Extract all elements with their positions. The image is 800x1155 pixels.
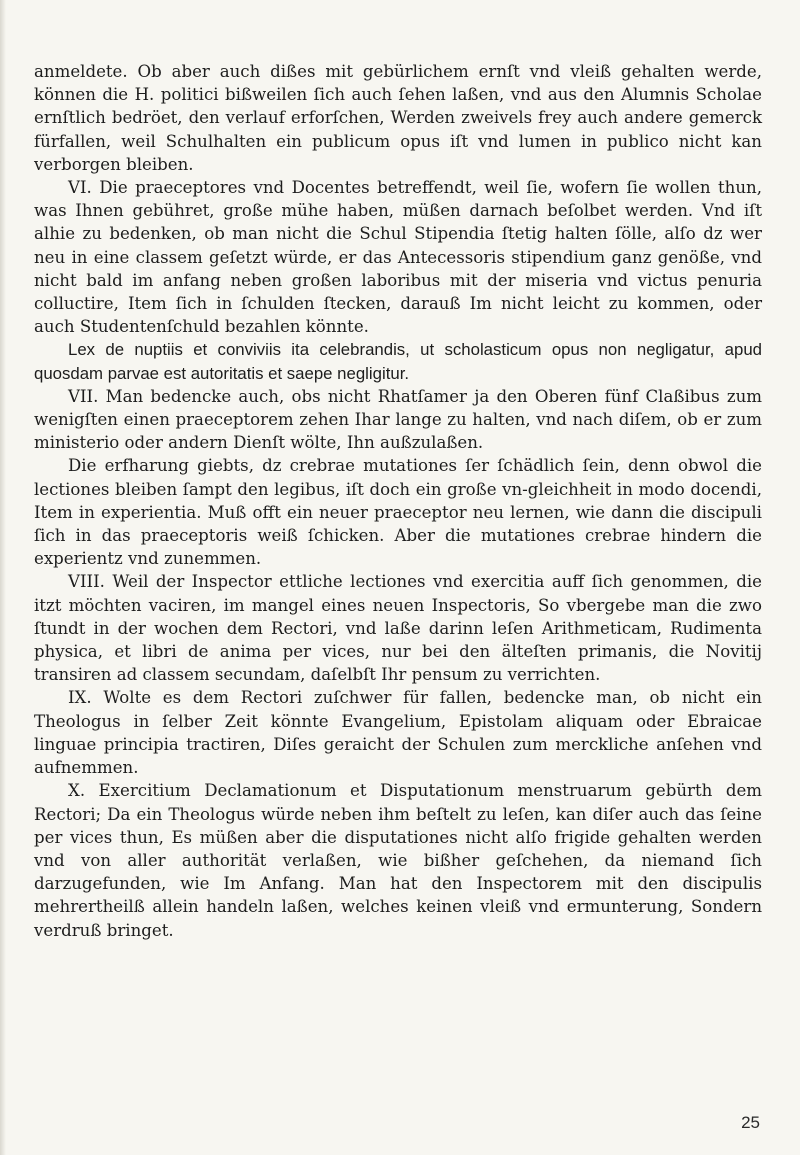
paragraph-ix: IX. Wolte es dem Rectori zuſchwer für fallen, bedencke man, ob nicht ein Theologus in ſelber Zeit könnte Evangelium, Epistolam aliquam oder Ebraicae linguae principia tractiren, Diſes geraicht der Schulen zum merckliche anſehen vnd aufnemmen. (34, 688, 762, 778)
paragraph-vii: VII. Man bedencke auch, obs nicht Rhatſamer ja den Oberen fünf Claßibus zum wenigſten einen praeceptorem zehen Ihar lange zu halten, vnd nach diſem, ob er zum ministerio oder andern Dienſt wölte, Ihn außzulaßen. (34, 386, 762, 453)
paragraph-lex: Lex de nuptiis et conviviis ita celebrandis, ut scholasticum opus non negligatur, apud quosdam parvae est autoritatis et saepe negligitur. (34, 340, 762, 383)
paragraph-continuation: anmeldete. Ob aber auch dißes mit gebürlichem ernſt vnd vleiß gehalten werde, können die H. politici bißweilen ſich auch ſehen laßen, vnd aus den Alumnis Scholae ernſtlich bedröet, den verlauf erforſchen, Werden zweivels frey auch andere gemerck fürfallen, weil Schulhalten ein publicum opus iſt vnd lumen in publico nicht kan verborgen bleiben. (34, 62, 762, 174)
document-body (34, 60, 762, 942)
paragraph-erfharung: Die erfharung giebts, dz crebrae mutationes ſer ſchädlich ſein, denn obwol die lectiones bleiben ſampt den legibus, iſt doch ein große vn-gleichheit in modo docendi, Item in experientia. Muß offt ein neuer praeceptor neu lernen, wie dann die discipuli ſich in das praeceptoris weiß ſchicken. Aber die mutationes crebrae hindern die experientz vnd zunemmen. (34, 456, 762, 569)
paragraph-vi: VI. Die praeceptores vnd Docentes betreffendt, weil ſie, wofern ſie wollen thun, was Ihnen gebühret, große mühe haben, müßen darnach beſolbet werden. Vnd iſt alhie zu bedenken, ob man nicht die Schul Stipendia ſtetig halten ſölle, alſo dz wer neu in eine classem geſetzt würde, er das Antecessoris stipendium ganz genöße, vnd nicht bald im anfang neben großen laboribus mit der miseria vnd victus penuria colluctire, Item ſich in ſchulden ſtecken, darauß Im nicht leicht zu kommen, oder auch Studentenſchuld bezahlen könnte. (34, 178, 762, 337)
paragraph-viii: VIII. Weil der Inspector ettliche lectiones vnd exercitia auff ſich genommen, die itzt möchten vaciren, im mangel eines neuen Inspectoris, So vbergebe man die zwo ſtundt in der wochen dem Rectori, vnd laße darinn leſen Arithmeticam, Rudimenta physica, et libri de anima per vices, nur bei den älteſten primanis, die Novitij transiren ad classem secundam, daſelbſt Ihr pensum zu verrichten. (34, 572, 762, 685)
paragraph-x: X. Exercitium Declamationum et Disputationum menstruarum gebürth dem Rectori; Da ein Theologus würde neben ihm beſtelt zu leſen, kan diſer auch das ſeine per vices thun, Es müßen aber die disputationes nicht alſo frigide gehalten werden vnd von aller authorität verlaßen, wie bißher geſchehen, da niemand ſich darzugefunden, wie Im Anfang. Man hat den Inspectorem mit den discipulis mehrertheilß allein handeln laßen, welches keinen vleiß vnd ermunterung, Sondern verdruß bringet. (34, 781, 762, 940)
page-number: 25 (741, 1113, 760, 1132)
